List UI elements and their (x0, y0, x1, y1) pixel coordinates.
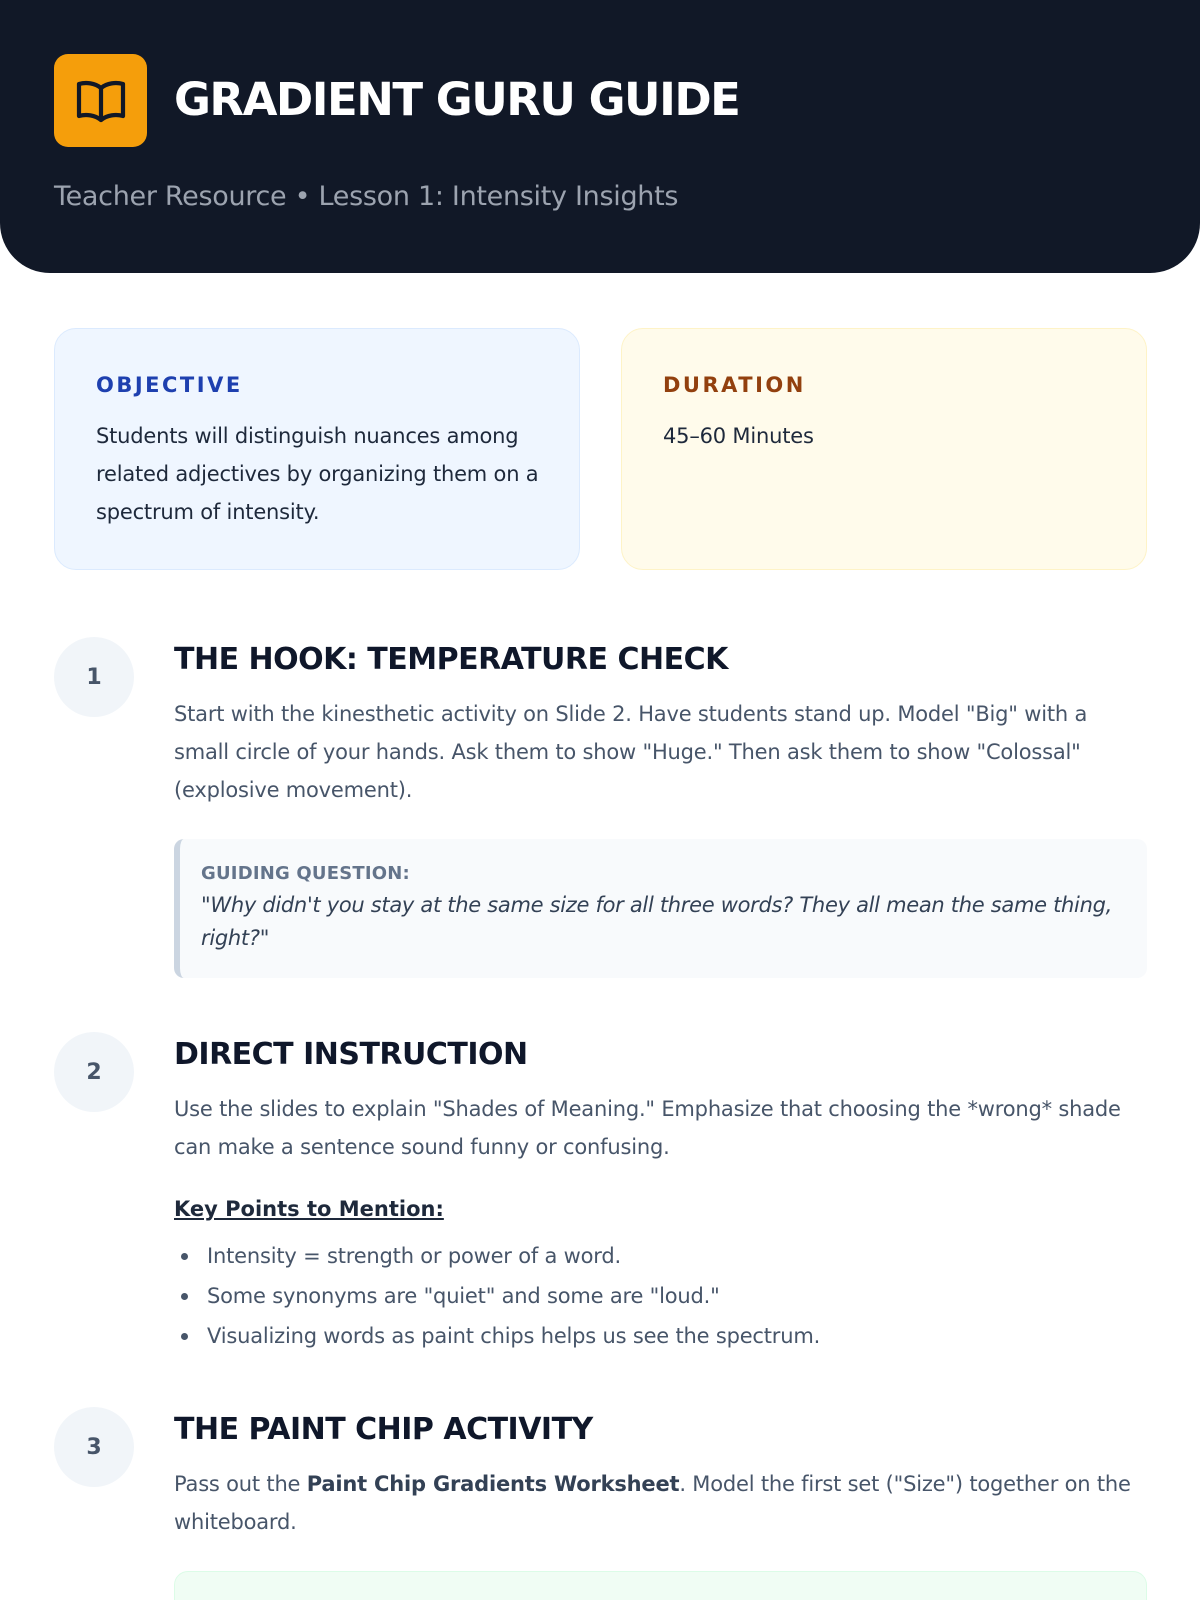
objective-card (54, 328, 580, 570)
guiding-question-text: "Why didn't you stay at the same size for all three words? They all mean the same thing, right?" (201, 893, 1113, 950)
step-1-body: Start with the kinesthetic activity on Slide 2. Have students stand up. Model "Big" with a small circle of your hands. Ask them to show "Huge." Then ask them to show "Colossal" (explosive movement). (174, 702, 1088, 802)
step-1-number-badge: 1 (54, 637, 134, 717)
list-item-text: Intensity = strength or power of a word. (207, 1244, 621, 1268)
page-subtitle: Teacher Resource • Lesson 1: Intensity Insights (54, 181, 679, 212)
objective-label: OBJECTIVE (96, 373, 243, 397)
key-points-list (174, 1236, 820, 1356)
step-3-body-rest: . Model the first set ("Size") together on the whiteboard. (174, 1472, 1131, 1534)
step-3-number-badge: 3 (54, 1407, 134, 1487)
list-item (174, 1276, 820, 1316)
duration-label: DURATION (663, 373, 806, 397)
list-item (174, 1316, 820, 1356)
objective-text: Students will distinguish nuances among related adjectives by organizing them on a spectrum of intensity. (96, 424, 539, 524)
guiding-question-label: GUIDING QUESTION: (201, 863, 410, 884)
guiding-question-box (174, 839, 1147, 978)
list-item (174, 1236, 820, 1276)
bullet-icon (181, 1293, 188, 1300)
bullet-icon (181, 1253, 188, 1260)
page-header (0, 0, 1200, 273)
step-3-body-intro: Pass out the (174, 1472, 307, 1496)
step-2-body: Use the slides to explain "Shades of Meaning." Emphasize that choosing the *wrong* shade can make a sentence sound funny or confusing. (174, 1097, 1121, 1159)
list-item-text: Visualizing words as paint chips helps us see the spectrum. (207, 1324, 821, 1348)
key-points-heading: Key Points to Mention: (174, 1197, 444, 1221)
activity-tip-box (174, 1571, 1147, 1600)
worksheet-name: Paint Chip Gradients Worksheet (306, 1472, 680, 1496)
page-title: GRADIENT GURU GUIDE (174, 73, 740, 126)
duration-card (621, 328, 1147, 570)
step-2-title: DIRECT INSTRUCTION (174, 1037, 528, 1072)
duration-text: 45–60 Minutes (663, 424, 814, 448)
logo-badge (54, 54, 147, 147)
book-icon (75, 78, 127, 124)
list-item-text: Some synonyms are "quiet" and some are "loud." (207, 1284, 720, 1308)
step-3-body (174, 1465, 1146, 1541)
step-3-title: THE PAINT CHIP ACTIVITY (174, 1412, 593, 1447)
bullet-icon (181, 1333, 188, 1340)
step-2-number-badge: 2 (54, 1032, 134, 1112)
step-1-title: THE HOOK: TEMPERATURE CHECK (174, 642, 728, 677)
